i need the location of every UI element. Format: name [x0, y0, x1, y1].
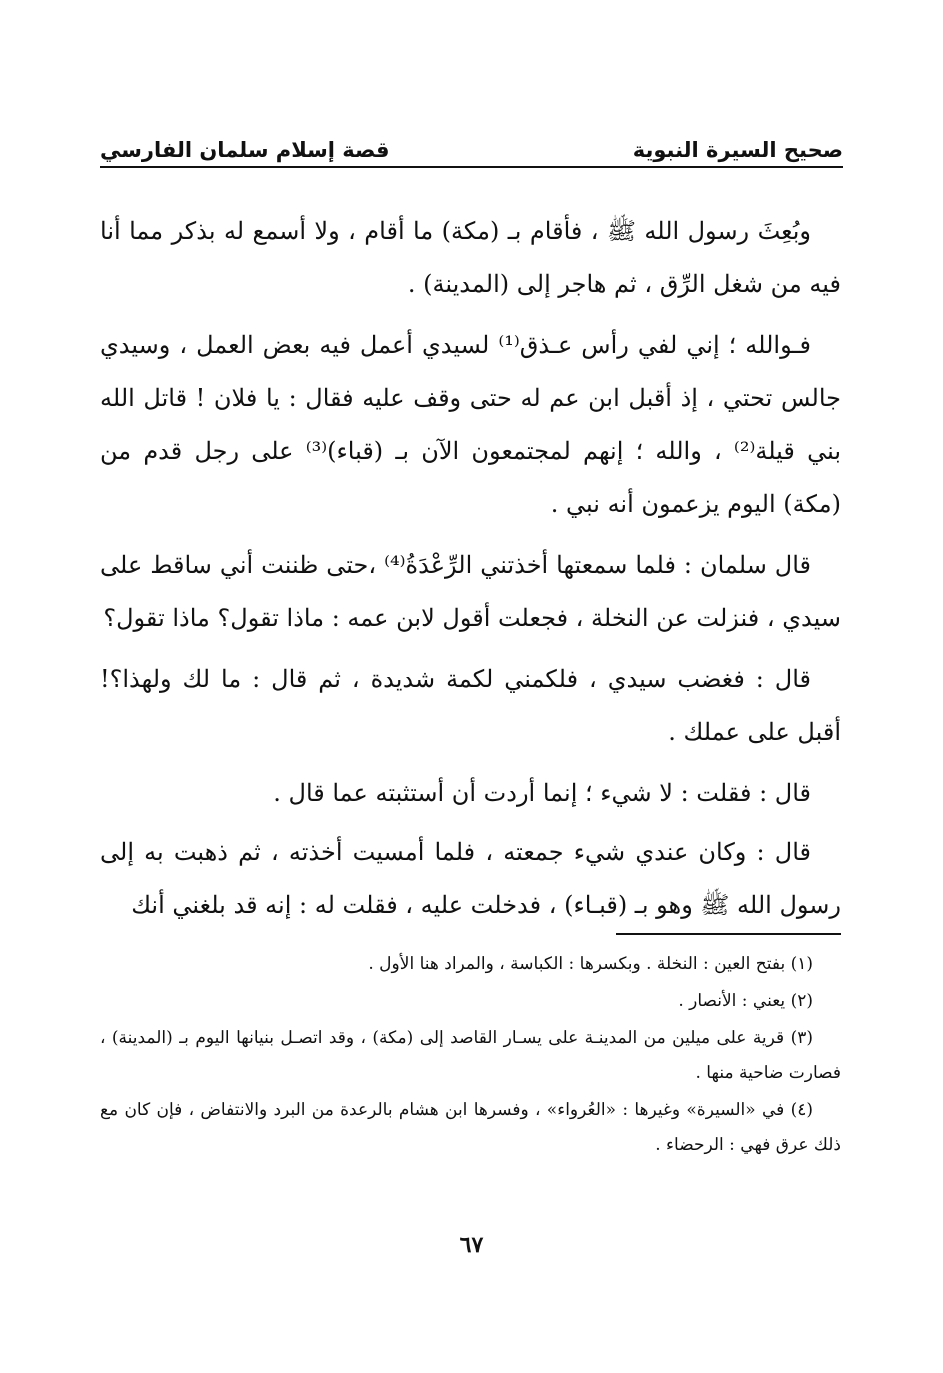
paragraph-2: فـوالله ؛ إني لفي رأس عـذق⁽¹⁾ لسيدي أعمل فيه بعض العمل ، وسيدي جالس تحتي ، إذ أقبل ابن عم له حتى وقف عليه فقال : يا فلان ! قاتل الله بني قيلة⁽²⁾ ، والله ؛ إنهم لمجتمعون الآن بـ (قباء)⁽³⁾ على رجل قدم من (مكة) اليوم يزعمون أنه نبي .	[100, 331, 841, 518]
main-text	[100, 205, 841, 940]
book-title: صحيح السيرة النبوية	[632, 138, 843, 162]
paragraph-3: قال سلمان : فلما سمعتها أخذتني الرِّعْدَةُ⁽⁴⁾ ،حتى ظننت أني ساقط على سيدي ، فنزلت عن النخلة ، فجعلت أقول لابن عمه : ماذا تقول؟ ماذا تقول؟	[100, 551, 841, 632]
paragraph-6: قال : وكان عندي شيء جمعته ، فلما أمسيت أخذته ، ثم ذهبت به إلى رسول الله ﷺ وهو بـ (قبـاء) ، فدخلت عليه ، فقلت له : إنه قد بلغني أنك	[100, 838, 841, 919]
footnote-2: (٢) يعني : الأنصار .	[678, 991, 813, 1011]
running-header	[100, 122, 843, 168]
footnotes	[100, 947, 841, 1165]
footnote-separator	[616, 933, 841, 935]
footnote-4: (٤) في «السيرة» وغيرها : «العُرواء» ، وفسرها ابن هشام بالرعدة من البرد والانتفاض ، فإن كان مع ذلك عرق فهي : الرحضاء .	[100, 1100, 841, 1155]
chapter-title: قصة إسلام سلمان الفارسي	[100, 138, 390, 162]
paragraph-5: قال : فقلت : لا شيء ؛ إنما أردت أن أستثبته عما قال .	[273, 779, 811, 807]
paragraph-1: وبُعِثَ رسول الله ﷺ ، فأقام بـ (مكة) ما أقام ، ولا أسمع له بذكر مما أنا فيه من شغل الرِّق ، ثم هاجر إلى (المدينة) .	[100, 217, 841, 298]
footnote-1: (١) بفتح العين : النخلة . وبكسرها : الكباسة ، والمراد هنا الأول .	[368, 954, 813, 974]
page-number: ٦٧	[459, 1232, 484, 1258]
paragraph-4: قال : فغضب سيدي ، فلكمني لكمة شديدة ، ثم قال : ما لك ولهذا؟! أقبل على عملك .	[100, 665, 841, 746]
footnote-3: (٣) قرية على ميلين من المدينـة على يسـار القاصد إلى (مكة) ، وقد اتصـل بنيانها اليوم بـ (المدينة) ، فصارت ضاحية منها .	[100, 1028, 841, 1083]
